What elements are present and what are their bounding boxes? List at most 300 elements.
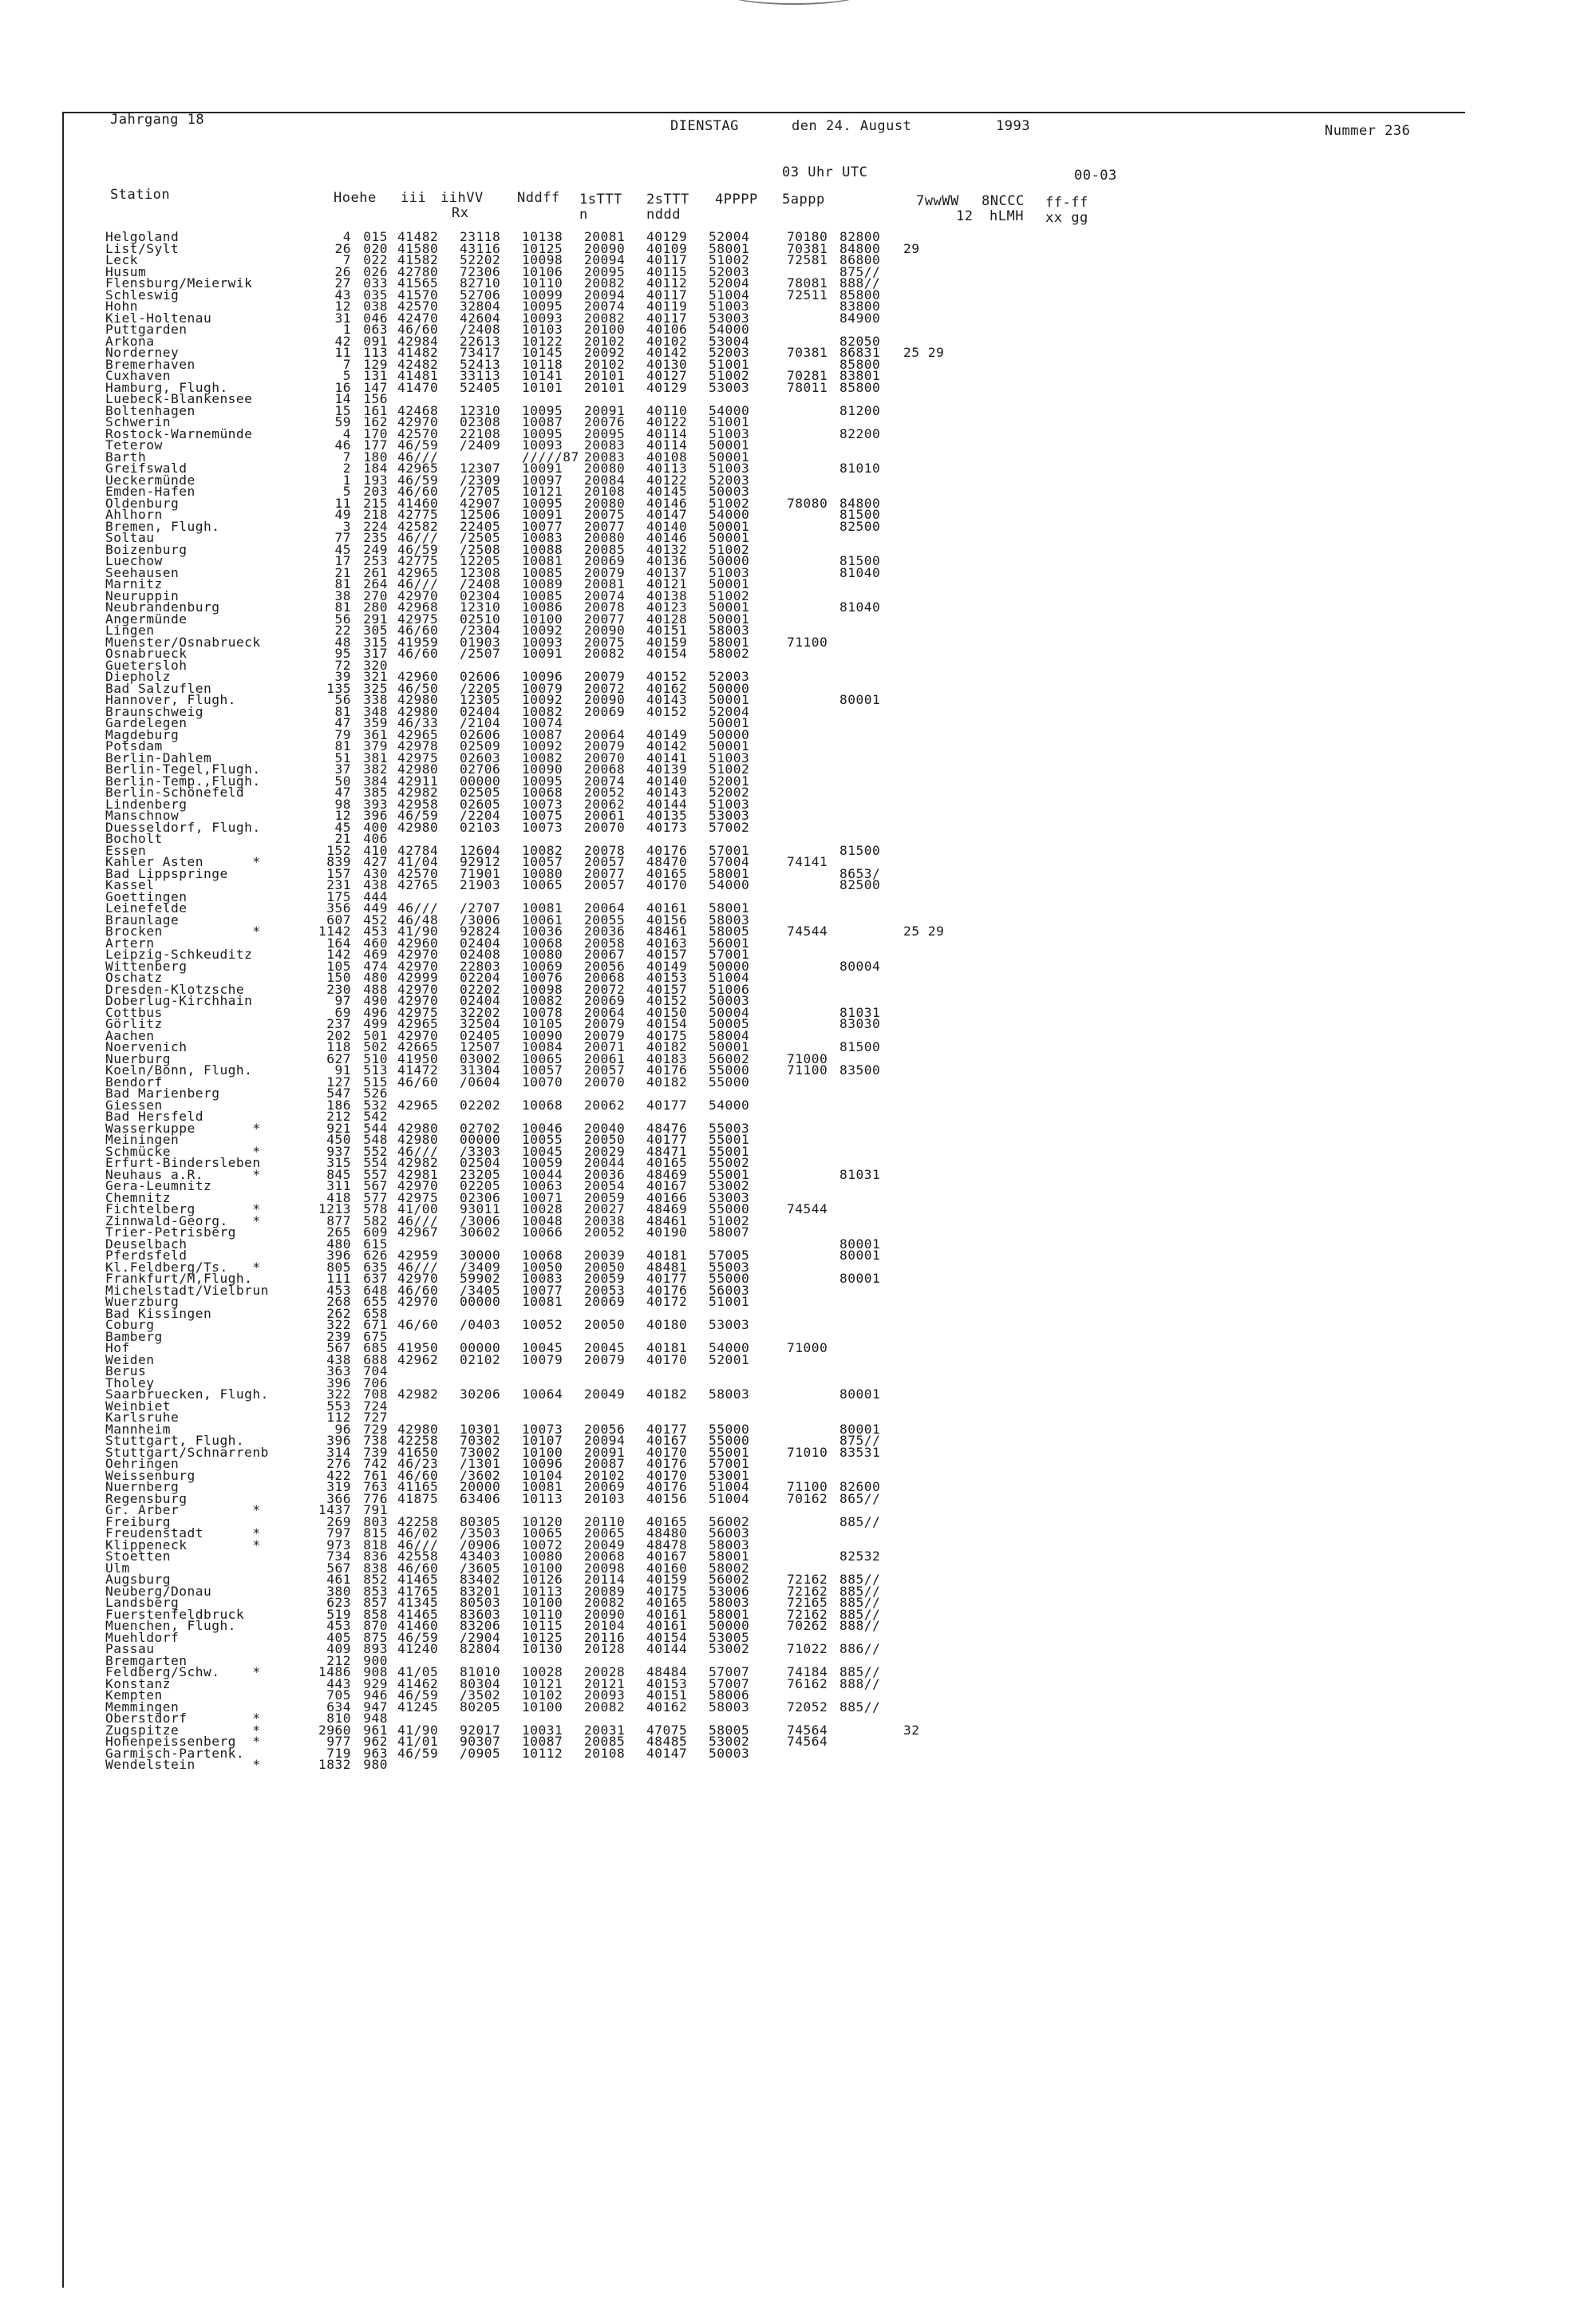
group-1sttt: 10074 [522, 715, 563, 730]
group-8nccc [839, 1193, 903, 1204]
station-height: 265 [326, 1224, 351, 1240]
group-7wwww: 71000 [787, 1340, 828, 1355]
group-8nccc: 81040 [839, 564, 881, 580]
station-name: Brocken * [105, 924, 261, 939]
station-name: Koeln/Bonn, Flugh. [105, 1062, 253, 1078]
group-2sttt: 20078 [584, 599, 626, 615]
station-height: 11 [334, 495, 351, 511]
group-4pppp: 40122 [646, 414, 688, 429]
station-name: Schmücke * [105, 1143, 261, 1159]
station-height: 81 [334, 576, 351, 591]
group-ffff [903, 1412, 951, 1424]
station-id: 261 [363, 564, 388, 580]
group-4pppp: 40140 [646, 773, 688, 789]
station-id: 035 [363, 287, 388, 303]
group-1sttt: 10075 [522, 808, 563, 823]
group-5appp: 50000 [709, 958, 750, 974]
group-ffff: 25 29 [903, 345, 945, 360]
group-4pppp: 40176 [646, 1479, 688, 1494]
station-height: 37 [334, 761, 351, 777]
group-nddff: 02405 [460, 1027, 501, 1043]
group-iihvv: 42975 [397, 750, 439, 765]
station-id: 184 [363, 461, 388, 476]
station-name: Gr. Arber * [105, 1502, 261, 1517]
group-8nccc: 86831 [839, 345, 881, 360]
group-1sttt: 10086 [522, 599, 563, 615]
group-5appp: 53005 [709, 1629, 750, 1645]
group-iihvv: 41959 [397, 634, 439, 650]
group-iihvv: 41650 [397, 1444, 439, 1460]
station-height: 17 [334, 553, 351, 568]
group-2sttt: 20079 [584, 669, 626, 684]
group-nddff: 42604 [460, 310, 501, 326]
group-7wwww [787, 394, 839, 405]
group-iihvv: 41/00 [397, 1201, 439, 1216]
station-height: 2960 [318, 1722, 351, 1738]
station-name: Görlitz [105, 1016, 163, 1031]
group-5appp: 53003 [709, 808, 750, 823]
station-height: 396 [326, 1375, 351, 1390]
col-hoehe: Hoehe [334, 190, 377, 206]
group-iihvv: 42765 [397, 877, 439, 892]
group-7wwww [787, 984, 839, 996]
group-nddff: 02505 [460, 785, 501, 800]
group-ffff [903, 949, 951, 961]
group-4pppp: 40161 [646, 1618, 688, 1633]
group-nddff: 22803 [460, 958, 501, 974]
station-id: 615 [363, 1236, 388, 1252]
group-7wwww: 74141 [787, 854, 828, 869]
station-height: 157 [326, 865, 351, 881]
group-2sttt: 20080 [584, 461, 626, 476]
station-id: 526 [363, 1086, 388, 1101]
group-nddff: 12506 [460, 507, 501, 522]
group-5appp: 53001 [709, 1467, 750, 1483]
station-id: 396 [363, 808, 388, 823]
group-2sttt: 20055 [584, 912, 626, 928]
group-iihvv: 41950 [397, 1050, 439, 1066]
group-1sttt: 10081 [522, 553, 563, 568]
group-1sttt: 10095 [522, 425, 563, 441]
group-nddff: 92017 [460, 1722, 501, 1738]
group-4pppp: 40110 [646, 402, 688, 418]
group-4pppp: 40182 [646, 1074, 688, 1090]
group-4pppp: 40141 [646, 750, 688, 765]
station-height: 69 [334, 1004, 351, 1020]
group-8nccc: 82600 [839, 1479, 881, 1494]
station-height: 105 [326, 958, 351, 974]
station-name: Oldenburg [105, 495, 180, 511]
group-iihvv: 42970 [397, 1294, 439, 1309]
group-1sttt: 10063 [522, 1178, 563, 1193]
group-5appp: 51003 [709, 425, 750, 441]
group-5appp: 58003 [709, 1537, 750, 1552]
group-ffff [903, 648, 951, 660]
station-name: Aachen [105, 1027, 155, 1043]
group-5appp: 53003 [709, 1317, 750, 1332]
station-name: Magdeburg [105, 726, 180, 742]
group-5appp: 55001 [709, 1143, 750, 1159]
group-8nccc: 886// [839, 1641, 881, 1656]
group-7wwww [787, 868, 839, 880]
group-2sttt: 20077 [584, 518, 626, 534]
group-nddff: /2707 [460, 900, 501, 916]
group-nddff: 83201 [460, 1583, 501, 1599]
group-7wwww [787, 718, 839, 730]
group-5appp: 53002 [709, 1734, 750, 1749]
station-height: 418 [326, 1189, 351, 1205]
group-1sttt: 10087 [522, 1734, 563, 1749]
group-4pppp: 40176 [646, 1282, 688, 1298]
station-name: Weinbiet [105, 1398, 171, 1414]
group-8nccc: 81040 [839, 599, 881, 615]
station-height: 45 [334, 819, 351, 835]
group-nddff: 02706 [460, 761, 501, 777]
station-name: Frankfurt/M,Flugh. [105, 1271, 253, 1286]
station-height: 396 [326, 1433, 351, 1448]
group-1sttt: 10103 [522, 322, 563, 337]
group-5appp: 50001 [709, 611, 750, 627]
group-1sttt: 10095 [522, 495, 563, 511]
col-iii: iii [401, 190, 427, 206]
group-nddff: 12305 [460, 692, 501, 707]
group-5appp: 51002 [709, 368, 750, 383]
group-5appp: 58005 [709, 1722, 750, 1738]
station-id: 131 [363, 368, 388, 383]
group-7wwww [787, 1227, 839, 1239]
station-name: Bamberg [105, 1328, 163, 1344]
group-1sttt: 10088 [522, 541, 563, 557]
group-4pppp: 40142 [646, 738, 688, 754]
group-5appp: 54000 [709, 322, 750, 337]
group-iihvv: 42958 [397, 796, 439, 812]
group-nddff: 80304 [460, 1675, 501, 1691]
group-2sttt: 20045 [584, 1340, 626, 1355]
group-4pppp: 40157 [646, 947, 688, 962]
group-iihvv: 42970 [397, 1178, 439, 1193]
group-2sttt: 20083 [584, 449, 626, 465]
group-nddff: /0905 [460, 1745, 501, 1761]
group-4pppp: 40117 [646, 287, 688, 303]
group-4pppp: 48469 [646, 1166, 688, 1182]
station-name: Neuberg/Donau [105, 1583, 212, 1599]
group-8nccc [839, 1528, 903, 1540]
group-2sttt: 20110 [584, 1513, 626, 1529]
group-iihvv: 42970 [397, 958, 439, 974]
station-name: Duesseldorf, Flugh. [105, 819, 261, 835]
group-5appp: 55001 [709, 1132, 750, 1147]
group-1sttt: 10064 [522, 1386, 563, 1402]
group-iihvv: 41460 [397, 495, 439, 511]
group-8nccc [839, 637, 903, 649]
group-2sttt: 20108 [584, 1745, 626, 1761]
station-id: 382 [363, 761, 388, 777]
group-8nccc: 82200 [839, 425, 881, 441]
group-ffff [903, 1563, 951, 1575]
group-2sttt: 20082 [584, 1699, 626, 1715]
group-7wwww [787, 880, 839, 892]
group-4pppp: 40176 [646, 842, 688, 858]
station-id: 742 [363, 1456, 388, 1471]
group-7wwww [787, 833, 839, 845]
station-name: Karlsruhe [105, 1410, 180, 1425]
group-1sttt: 10081 [522, 1479, 563, 1494]
group-ffff [903, 1702, 951, 1714]
group-ffff [903, 660, 951, 672]
group-5appp: 50003 [709, 993, 750, 1008]
group-nddff: 02605 [460, 796, 501, 812]
station-height: 438 [326, 1351, 351, 1367]
station-name: Bad Marienberg [105, 1086, 220, 1101]
group-2sttt: 20079 [584, 1016, 626, 1031]
group-7wwww: 72162 [787, 1572, 828, 1587]
group-5appp: 52003 [709, 472, 750, 488]
group-4pppp: 40113 [646, 461, 688, 476]
group-7wwww [787, 972, 839, 984]
group-8nccc [839, 892, 903, 904]
station-height: 50 [334, 773, 351, 789]
group-7wwww [787, 799, 839, 811]
group-4pppp: 40165 [646, 1155, 688, 1170]
station-id: 791 [363, 1502, 388, 1517]
station-name: Nuerburg [105, 1050, 171, 1066]
station-name: Luechow [105, 553, 163, 568]
group-8nccc: 81031 [839, 1004, 881, 1020]
group-iihvv: 42982 [397, 785, 439, 800]
group-1sttt: 10070 [522, 1074, 563, 1090]
group-7wwww [787, 1540, 839, 1552]
group-1sttt: 10068 [522, 935, 563, 951]
station-id: 853 [363, 1583, 388, 1599]
group-nddff: 42907 [460, 495, 501, 511]
group-2sttt: 20098 [584, 1560, 626, 1576]
group-2sttt: 20103 [584, 1490, 626, 1506]
station-height: 405 [326, 1629, 351, 1645]
group-2sttt: 20085 [584, 1734, 626, 1749]
station-name: Kiel-Holtenau [105, 310, 212, 326]
station-id: 438 [363, 877, 388, 892]
group-5appp: 55000 [709, 1074, 750, 1090]
station-id: 578 [363, 1201, 388, 1216]
group-ffff [903, 1308, 951, 1320]
station-height: 937 [326, 1143, 351, 1159]
group-iihvv: 42965 [397, 1097, 439, 1113]
group-8nccc: 888// [839, 1618, 881, 1633]
station-id: 490 [363, 993, 388, 1008]
group-iihvv: 41/05 [397, 1664, 439, 1679]
station-id: 291 [363, 611, 388, 627]
group-5appp: 52003 [709, 263, 750, 279]
station-height: 607 [326, 912, 351, 928]
group-8nccc: 83531 [839, 1444, 881, 1460]
group-ffff [903, 683, 951, 695]
station-height: 262 [326, 1305, 351, 1321]
station-height: 56 [334, 692, 351, 707]
group-1sttt: 10101 [522, 379, 563, 395]
station-id: 180 [363, 449, 388, 465]
station-name: Leck [105, 252, 138, 267]
group-ffff [903, 1643, 951, 1655]
group-7wwww [787, 903, 839, 915]
group-iihvv: 42970 [397, 1271, 439, 1286]
group-4pppp: 40159 [646, 634, 688, 650]
group-ffff [903, 822, 951, 834]
station-name: Oehringen [105, 1456, 180, 1471]
group-ffff [903, 255, 951, 267]
group-2sttt: 20095 [584, 425, 626, 441]
station-height: 1437 [318, 1502, 351, 1517]
group-2sttt: 20028 [584, 1664, 626, 1679]
station-height: 443 [326, 1675, 351, 1691]
station-height: 127 [326, 1074, 351, 1090]
group-ffff [903, 1447, 951, 1459]
station-height: 12 [334, 299, 351, 314]
group-4pppp: 40167 [646, 1549, 688, 1564]
group-5appp: 58001 [709, 634, 750, 650]
group-7wwww: 78081 [787, 275, 828, 291]
group-5appp: 57004 [709, 854, 750, 869]
station-name: Puttgarden [105, 322, 188, 337]
station-id: 488 [363, 981, 388, 997]
station-id: 430 [363, 865, 388, 881]
group-7wwww [787, 1123, 839, 1135]
station-name: Wittenberg [105, 958, 188, 974]
group-1sttt: 10125 [522, 240, 563, 256]
station-name: Boltenhagen [105, 402, 196, 418]
station-height: 366 [326, 1490, 351, 1506]
station-name: Muenster/Osnabrueck [105, 634, 261, 650]
station-height: 59 [334, 414, 351, 429]
group-ffff [903, 405, 951, 417]
group-iihvv [388, 1759, 460, 1771]
group-4pppp: 40138 [646, 587, 688, 603]
group-4pppp: 40173 [646, 819, 688, 835]
group-2sttt: 20050 [584, 1259, 626, 1275]
group-2sttt: 20056 [584, 958, 626, 974]
group-8nccc [839, 614, 903, 626]
group-5appp: 58001 [709, 865, 750, 881]
station-id: 444 [363, 888, 388, 904]
station-id: 361 [363, 726, 388, 742]
group-ffff [903, 833, 951, 845]
group-7wwww: 70381 [787, 240, 828, 256]
group-nddff: 83603 [460, 1606, 501, 1622]
group-8nccc [839, 1319, 903, 1331]
group-5appp: 57001 [709, 947, 750, 962]
group-ffff [903, 1331, 951, 1343]
group-7wwww [787, 1424, 839, 1436]
group-8nccc [839, 1308, 903, 1320]
group-nddff: 92824 [460, 924, 501, 939]
station-name: Bad Lippspringe [105, 865, 228, 881]
group-8nccc: 82050 [839, 333, 881, 349]
group-ffff [903, 1470, 951, 1482]
group-iihvv: 46/60 [397, 623, 439, 638]
group-ffff [903, 1597, 951, 1609]
group-1sttt: 10036 [522, 924, 563, 939]
station-id: 502 [363, 1039, 388, 1054]
group-ffff [903, 694, 951, 706]
group-nddff: 23118 [460, 229, 501, 244]
group-8nccc [839, 1111, 903, 1123]
group-nddff: /2409 [460, 437, 501, 453]
station-height: 322 [326, 1386, 351, 1402]
station-id: 162 [363, 414, 388, 429]
group-2sttt: 20079 [584, 1351, 626, 1367]
station-id: 948 [363, 1711, 388, 1726]
station-id: 962 [363, 1734, 388, 1749]
group-nddff: 32504 [460, 1016, 501, 1031]
group-iihvv: 42975 [397, 1004, 439, 1020]
group-2sttt: 20061 [584, 808, 626, 823]
group-4pppp: 40112 [646, 275, 688, 291]
group-iihvv: 42970 [397, 1027, 439, 1043]
station-height: 111 [326, 1271, 351, 1286]
group-ffff [903, 1181, 951, 1193]
group-1sttt: 10082 [522, 842, 563, 858]
group-1sttt: 10096 [522, 1456, 563, 1471]
group-ffff [903, 776, 951, 788]
station-id: 170 [363, 425, 388, 441]
group-nddff: 02202 [460, 1097, 501, 1113]
group-ffff [903, 1551, 951, 1563]
group-nddff: /2505 [460, 530, 501, 545]
group-7wwww [787, 764, 839, 776]
group-5appp: 51001 [709, 414, 750, 429]
group-1sttt: 10066 [522, 1224, 563, 1240]
group-iihvv: 42558 [397, 1549, 439, 1564]
group-2sttt: 20079 [584, 564, 626, 580]
group-iihvv: 46/59 [397, 1745, 439, 1761]
group-ffff [903, 1690, 951, 1702]
group-nddff: 12310 [460, 402, 501, 418]
group-iihvv: 46/33 [397, 715, 439, 730]
group-7wwww [787, 660, 839, 672]
group-8nccc: 885// [839, 1664, 881, 1679]
group-7wwww [787, 938, 839, 950]
station-name: Guetersloh [105, 657, 188, 673]
group-1sttt: 10078 [522, 1004, 563, 1020]
group-8nccc [839, 625, 903, 637]
station-name: Oberstdorf * [105, 1711, 261, 1726]
station-id: 317 [363, 646, 388, 661]
group-1sttt: 10138 [522, 229, 563, 244]
group-ffff [903, 463, 951, 475]
group-iihvv: 46/// [397, 1259, 439, 1275]
group-nddff: 02304 [460, 587, 501, 603]
group-4pppp: 48480 [646, 1525, 688, 1541]
station-id: 577 [363, 1189, 388, 1205]
group-ffff [903, 1250, 951, 1262]
col-7wwww-sub: 12 [956, 208, 974, 224]
group-4pppp: 40177 [646, 1421, 688, 1437]
group-ffff [903, 1169, 951, 1181]
group-2sttt: 20076 [584, 414, 626, 429]
group-7wwww [787, 1319, 839, 1331]
group-iihvv: 41582 [397, 252, 439, 267]
station-height: 314 [326, 1444, 351, 1460]
group-iihvv: 41465 [397, 1572, 439, 1587]
group-4pppp: 40128 [646, 611, 688, 627]
group-4pppp: 40152 [646, 993, 688, 1008]
group-5appp: 50001 [709, 1039, 750, 1054]
station-height: 519 [326, 1606, 351, 1622]
group-4pppp: 40119 [646, 299, 688, 314]
group-7wwww [787, 776, 839, 788]
group-4pppp: 40135 [646, 808, 688, 823]
group-2sttt: 20090 [584, 240, 626, 256]
group-2sttt: 20078 [584, 842, 626, 858]
